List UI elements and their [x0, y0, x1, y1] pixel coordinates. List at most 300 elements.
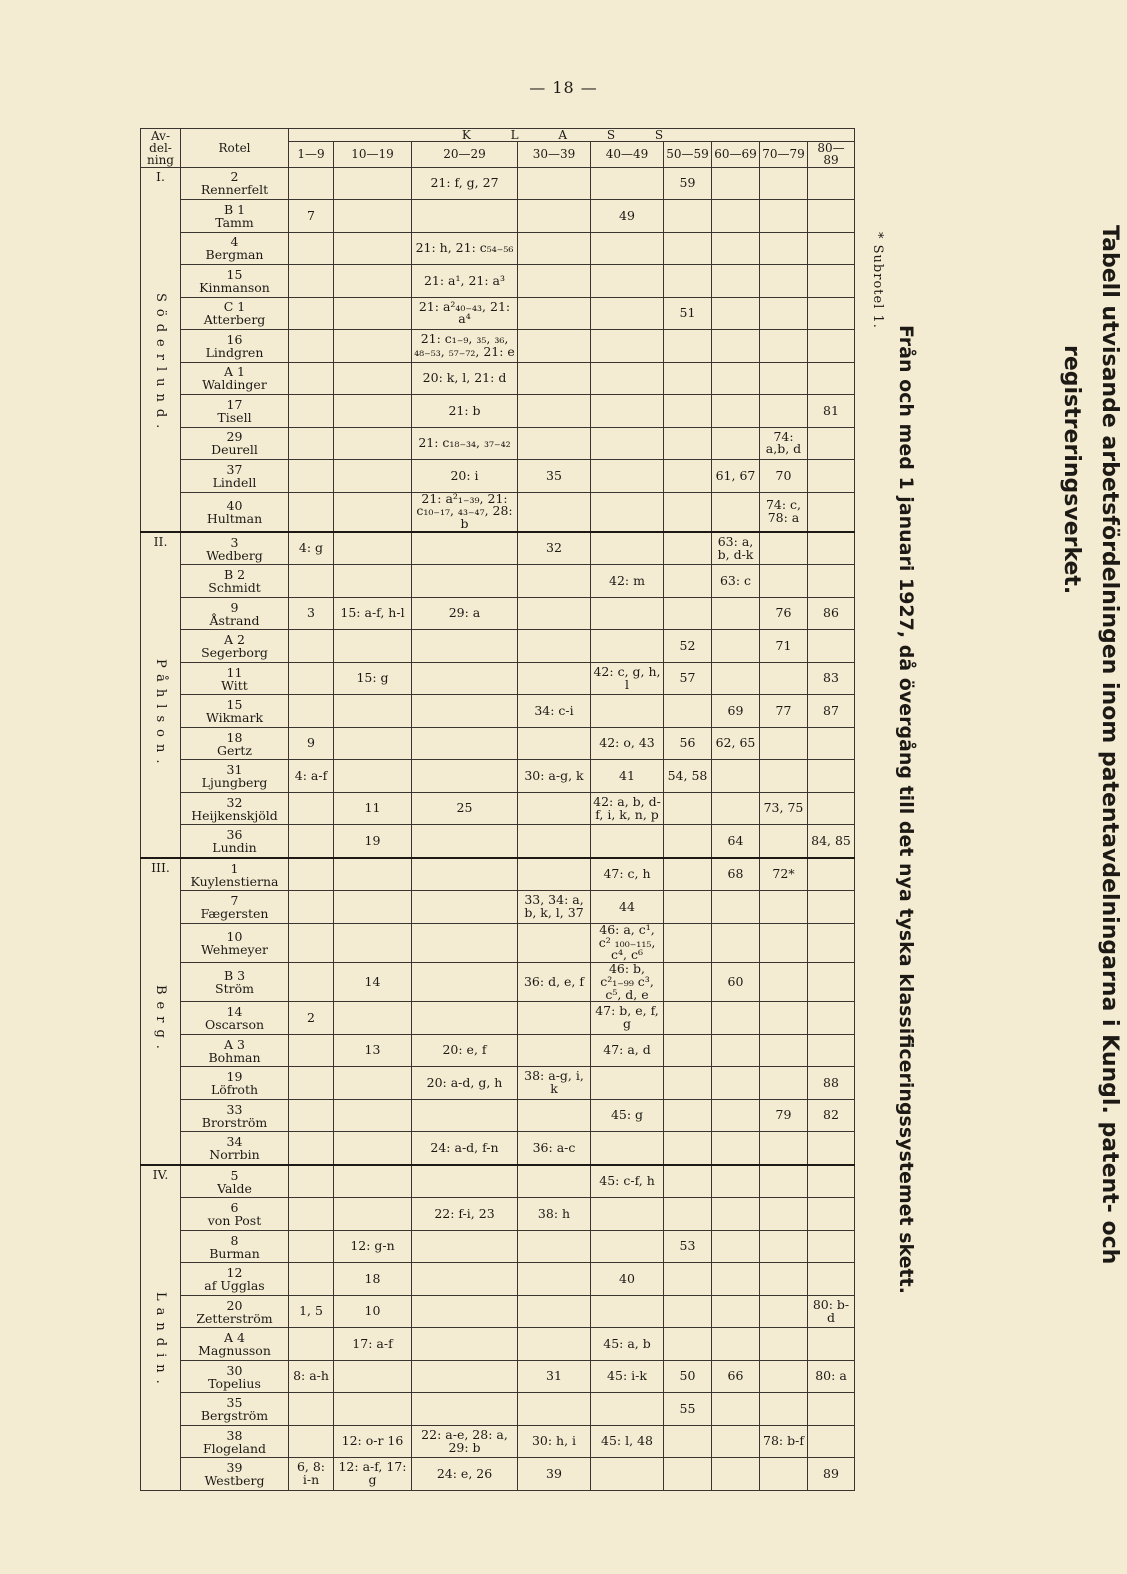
klass-cell	[664, 1263, 712, 1296]
klass-cell: 24: e, 26	[412, 1458, 518, 1491]
klass-cell	[591, 232, 664, 265]
klass-cell: 24: a-d, f-n	[412, 1132, 518, 1165]
table-row	[141, 330, 855, 363]
klass-cell	[664, 200, 712, 233]
rotel-name: Lundin	[212, 840, 257, 856]
klass-cell	[518, 1002, 591, 1035]
rotel-number: 29	[226, 429, 243, 445]
klass-cell: 46: b, c²₁₋₉₉ c³, c⁵, d, e	[591, 963, 664, 1002]
klass-cell	[664, 1425, 712, 1458]
table-row	[141, 1132, 855, 1165]
klass-cell	[664, 565, 712, 598]
klass-cell	[664, 1002, 712, 1035]
klass-cell	[289, 662, 334, 695]
klass-cell: 80: b-d	[808, 1295, 855, 1328]
klass-cell: 20: e, f	[412, 1034, 518, 1067]
klass-cell	[712, 792, 760, 825]
klass-cell: 63: c	[712, 565, 760, 598]
page-number: — 18 —	[529, 78, 598, 97]
klass-cell: 87	[808, 695, 855, 728]
klass-cell	[664, 532, 712, 565]
klass-cell	[412, 662, 518, 695]
klass-cell	[712, 395, 760, 428]
klass-cell	[808, 167, 855, 200]
rotel-cell	[181, 565, 289, 598]
table-subtitle: Från och med 1 januari 1927, då övergång till det nya tyska klassificeringssystemet skett.	[895, 325, 917, 1294]
klass-cell	[808, 1165, 855, 1198]
klass-cell	[289, 1198, 334, 1231]
rotel-number: B 3	[223, 968, 246, 984]
rotel-cell	[181, 630, 289, 663]
header-range-cell: 80—89	[808, 142, 855, 167]
klass-cell	[591, 1198, 664, 1231]
rotel-cell	[181, 963, 289, 1002]
klass-cell	[289, 330, 334, 363]
klass-cell	[289, 492, 334, 532]
table-row	[141, 727, 855, 760]
header-range-cell: 70—79	[760, 142, 808, 167]
rotel-name: Rennerfelt	[200, 182, 269, 198]
rotel-name: Åstrand	[209, 612, 260, 628]
rotel-name: Kinmanson	[199, 279, 270, 295]
table-title-line1: Tabell utvisande arbetsfördelningen inom patentavdelningarna i Kungl. patent- och	[1097, 225, 1122, 1265]
klass-cell: 19	[334, 825, 412, 858]
klass-cell: 4: g	[289, 532, 334, 565]
klass-cell: 39	[518, 1458, 591, 1491]
klass-cell: 51	[664, 297, 712, 330]
klass-cell	[760, 923, 808, 962]
klass-cell	[412, 1002, 518, 1035]
klass-cell	[664, 330, 712, 363]
klass-cell	[591, 427, 664, 460]
klass-cell	[664, 1034, 712, 1067]
klass-cell: 25	[412, 792, 518, 825]
klass-cell: 30: a-g, k	[518, 760, 591, 793]
klass-cell: 20: i	[412, 460, 518, 493]
klass-cell	[712, 1034, 760, 1067]
table-row	[141, 460, 855, 493]
klass-cell	[760, 362, 808, 395]
klass-cell	[334, 1132, 412, 1165]
klass-cell	[518, 395, 591, 428]
rotel-number: 17	[226, 396, 243, 412]
rotel-name: Ljungberg	[201, 775, 268, 791]
klass-cell	[664, 1198, 712, 1231]
klass-cell	[518, 565, 591, 598]
klass-cell	[289, 362, 334, 395]
klass-cell	[591, 1067, 664, 1100]
table-row	[141, 1295, 855, 1328]
klass-cell	[289, 858, 334, 891]
klass-cell	[518, 1328, 591, 1361]
klass-cell	[808, 265, 855, 298]
rotel-cell	[181, 427, 289, 460]
klass-cell	[760, 891, 808, 924]
klass-cell	[664, 1099, 712, 1132]
klass-cell	[518, 362, 591, 395]
klass-cell: 84, 85	[808, 825, 855, 858]
table-row	[141, 1034, 855, 1067]
rotel-name: Zetterström	[196, 1310, 273, 1326]
klass-cell	[760, 565, 808, 598]
table-row	[141, 395, 855, 428]
klass-cell: 73, 75	[760, 792, 808, 825]
klass-cell	[808, 565, 855, 598]
table-row	[141, 297, 855, 330]
rotel-name: af Ugglas	[204, 1278, 265, 1294]
rotel-name: Witt	[221, 677, 248, 693]
klass-cell	[591, 1230, 664, 1263]
klass-cell	[808, 1230, 855, 1263]
klass-cell	[334, 492, 412, 532]
klass-cell	[712, 427, 760, 460]
rotel-number: 36	[226, 827, 243, 843]
klass-cell	[712, 1165, 760, 1198]
klass-cell	[289, 427, 334, 460]
table-row	[141, 1067, 855, 1100]
klass-cell: 21: b	[412, 395, 518, 428]
klass-cell: 77	[760, 695, 808, 728]
klass-cell	[412, 200, 518, 233]
division-numeral: II.	[153, 533, 168, 549]
klass-cell	[760, 1165, 808, 1198]
klass-cell: 10	[334, 1295, 412, 1328]
klass-cell: 70	[760, 460, 808, 493]
klass-cell: 76	[760, 597, 808, 630]
klass-cell: 42: c, g, h, l	[591, 662, 664, 695]
table-title	[1052, 225, 1127, 1445]
klass-cell	[591, 630, 664, 663]
klass-cell	[712, 362, 760, 395]
klass-cell	[664, 597, 712, 630]
klass-cell: 66	[712, 1360, 760, 1393]
rotel-number: 39	[226, 1460, 243, 1476]
rotel-name: Burman	[209, 1245, 260, 1261]
rotel-number: A 3	[224, 1036, 245, 1052]
rotel-cell	[181, 232, 289, 265]
klass-cell: 82	[808, 1099, 855, 1132]
rotel-number: 31	[226, 762, 243, 778]
klass-cell	[664, 460, 712, 493]
klass-cell: 9	[289, 727, 334, 760]
klass-cell	[664, 858, 712, 891]
klass-cell: 68	[712, 858, 760, 891]
klass-cell	[412, 825, 518, 858]
klass-cell: 15: a-f, h-l	[334, 597, 412, 630]
klass-cell: 80: a	[808, 1360, 855, 1393]
klass-cell	[712, 923, 760, 962]
rotel-cell	[181, 1132, 289, 1165]
rotel-number: 10	[226, 928, 243, 944]
klass-cell	[712, 1099, 760, 1132]
klass-cell: 41	[591, 760, 664, 793]
division-numeral: III.	[151, 859, 170, 875]
klass-cell: 1, 5	[289, 1295, 334, 1328]
klass-cell	[289, 395, 334, 428]
rotel-cell	[181, 662, 289, 695]
klass-cell	[760, 330, 808, 363]
klass-cell	[712, 760, 760, 793]
rotel-number: 6	[230, 1200, 239, 1216]
rotel-cell	[181, 460, 289, 493]
rotel-cell	[181, 1067, 289, 1100]
klass-cell	[334, 265, 412, 298]
klass-cell	[289, 1393, 334, 1426]
klass-cell	[760, 265, 808, 298]
klass-cell	[760, 963, 808, 1002]
rotel-cell	[181, 1198, 289, 1231]
klass-cell	[591, 167, 664, 200]
klass-cell: 4: a-f	[289, 760, 334, 793]
klass-cell: 60	[712, 963, 760, 1002]
rotel-number: 32	[226, 794, 243, 810]
klass-cell	[760, 1393, 808, 1426]
klass-cell: 56	[664, 727, 712, 760]
klass-cell	[518, 200, 591, 233]
klass-cell	[712, 1458, 760, 1491]
klass-cell	[760, 200, 808, 233]
klass-cell	[760, 167, 808, 200]
rotel-number: 8	[230, 1232, 239, 1248]
klass-cell	[808, 1263, 855, 1296]
table-row	[141, 1099, 855, 1132]
klass-cell	[712, 167, 760, 200]
klass-cell	[808, 963, 855, 1002]
header-range-cell: 20—29	[412, 142, 518, 167]
klass-cell	[712, 1132, 760, 1165]
klass-cell: 2	[289, 1002, 334, 1035]
klass-cell	[808, 1198, 855, 1231]
rotel-cell	[181, 1002, 289, 1035]
klass-cell	[591, 695, 664, 728]
klass-cell: 22: f-i, 23	[412, 1198, 518, 1231]
klass-cell	[712, 891, 760, 924]
rotel-number: 20	[226, 1297, 243, 1313]
table-row	[141, 963, 855, 1002]
klass-cell	[518, 825, 591, 858]
klass-cell	[808, 297, 855, 330]
klass-cell: 62, 65	[712, 727, 760, 760]
klass-cell: 20: k, l, 21: d	[412, 362, 518, 395]
rotel-name: Bergman	[205, 247, 264, 263]
klass-cell	[591, 362, 664, 395]
division-cell	[141, 1165, 181, 1491]
klass-cell	[712, 1002, 760, 1035]
division-numeral: I.	[156, 168, 165, 184]
klass-cell	[808, 858, 855, 891]
klass-cell	[760, 532, 808, 565]
rotel-number: 14	[226, 1004, 243, 1020]
klass-cell	[518, 1393, 591, 1426]
rotel-name: Topelius	[208, 1375, 261, 1391]
klass-cell	[591, 265, 664, 298]
klass-cell	[808, 232, 855, 265]
klass-cell	[334, 695, 412, 728]
rotel-number: 34	[226, 1134, 243, 1150]
klass-cell: 45: g	[591, 1099, 664, 1132]
table-row	[141, 532, 855, 565]
rotel-name: Segerborg	[201, 645, 268, 661]
klass-cell	[412, 891, 518, 924]
rotel-number: C 1	[223, 299, 246, 315]
rotel-number: A 4	[224, 1330, 245, 1346]
rotel-cell	[181, 1295, 289, 1328]
klass-cell: 6, 8: i-n	[289, 1458, 334, 1491]
table-body	[141, 167, 855, 1490]
klass-cell	[412, 1099, 518, 1132]
header-rotel: Rotel	[181, 129, 289, 168]
klass-cell: 47: a, d	[591, 1034, 664, 1067]
klass-cell	[808, 1328, 855, 1361]
klass-cell: 14	[334, 963, 412, 1002]
klass-cell	[518, 492, 591, 532]
klass-cell: 42: a, b, d-f, i, k, n, p	[591, 792, 664, 825]
klass-cell	[808, 923, 855, 962]
klass-cell	[808, 1393, 855, 1426]
klass-cell	[760, 395, 808, 428]
rotel-cell	[181, 1034, 289, 1067]
klass-cell	[334, 1198, 412, 1231]
rotel-name: Löfroth	[210, 1082, 259, 1098]
table-row	[141, 565, 855, 598]
klass-cell	[808, 760, 855, 793]
klass-cell	[518, 727, 591, 760]
klass-cell	[760, 727, 808, 760]
rotel-name: Waldinger	[202, 377, 267, 393]
klass-cell	[591, 532, 664, 565]
rotel-number: A 1	[224, 364, 245, 380]
klass-cell	[712, 1328, 760, 1361]
table-row	[141, 200, 855, 233]
klass-cell: 42: o, 43	[591, 727, 664, 760]
rotel-cell	[181, 297, 289, 330]
rotel-name: Valde	[217, 1180, 252, 1196]
klass-cell	[808, 727, 855, 760]
klass-cell	[664, 1458, 712, 1491]
rotel-name: Ström	[215, 981, 254, 997]
klass-cell	[334, 858, 412, 891]
klass-cell	[412, 630, 518, 663]
klass-cell	[518, 662, 591, 695]
rotel-cell	[181, 330, 289, 363]
klass-cell: 35	[518, 460, 591, 493]
rotel-name: Schmidt	[208, 580, 261, 596]
rotel-number: B 1	[223, 201, 246, 217]
klass-cell	[412, 727, 518, 760]
klass-cell	[334, 1360, 412, 1393]
rotel-cell	[181, 923, 289, 962]
table-row	[141, 1198, 855, 1231]
klass-cell	[664, 1295, 712, 1328]
klass-cell	[664, 232, 712, 265]
klass-cell	[664, 1328, 712, 1361]
klass-cell	[334, 1067, 412, 1100]
klass-cell: 55	[664, 1393, 712, 1426]
klass-cell	[412, 1230, 518, 1263]
klass-cell	[712, 1198, 760, 1231]
rotel-cell	[181, 792, 289, 825]
klass-cell	[518, 858, 591, 891]
klass-cell	[591, 1295, 664, 1328]
rotel-name: Magnusson	[198, 1343, 271, 1359]
klass-cell	[591, 597, 664, 630]
table-row	[141, 891, 855, 924]
table-row	[141, 1458, 855, 1491]
rotel-number: 38	[226, 1427, 243, 1443]
klass-cell: 7	[289, 200, 334, 233]
klass-cell	[334, 395, 412, 428]
klass-cell	[289, 265, 334, 298]
rotel-cell	[181, 1263, 289, 1296]
header-klass: K L A S S	[289, 129, 855, 142]
rotel-name: Gertz	[217, 742, 252, 758]
klass-cell	[289, 232, 334, 265]
klass-cell	[412, 760, 518, 793]
klass-cell	[591, 297, 664, 330]
table-row	[141, 760, 855, 793]
klass-cell	[808, 1132, 855, 1165]
table-row	[141, 427, 855, 460]
klass-cell	[518, 427, 591, 460]
klass-cell: 8: a-h	[289, 1360, 334, 1393]
klass-cell	[712, 265, 760, 298]
klass-cell: 12: a-f, 17: g	[334, 1458, 412, 1491]
klass-cell: 78: b-f	[760, 1425, 808, 1458]
klass-cell	[664, 1132, 712, 1165]
klass-cell: 52	[664, 630, 712, 663]
klass-cell	[412, 1328, 518, 1361]
klass-cell: 20: a-d, g, h	[412, 1067, 518, 1100]
klass-cell: 54, 58	[664, 760, 712, 793]
klass-cell: 21: a²₁₋₃₉, 21: c₁₀₋₁₇, ₄₃₋₄₇, 28: b	[412, 492, 518, 532]
klass-cell	[760, 1132, 808, 1165]
klass-cell	[712, 1295, 760, 1328]
klass-cell: 46: a, c¹, c² ₁₀₀₋₁₁₅, c⁴, c⁶	[591, 923, 664, 962]
klass-cell	[591, 330, 664, 363]
klass-cell: 31	[518, 1360, 591, 1393]
rotel-number: 7	[230, 893, 239, 909]
table-row	[141, 1425, 855, 1458]
klass-cell	[289, 1067, 334, 1100]
rotel-number: 18	[226, 729, 243, 745]
klass-cell: 50	[664, 1360, 712, 1393]
klass-cell	[412, 923, 518, 962]
klass-cell: 83	[808, 662, 855, 695]
klass-cell: 12: o-r 16	[334, 1425, 412, 1458]
table-row	[141, 1263, 855, 1296]
klass-cell	[808, 330, 855, 363]
klass-cell	[289, 460, 334, 493]
rotel-cell	[181, 597, 289, 630]
klass-cell	[289, 1034, 334, 1067]
rotel-number: 15	[226, 697, 243, 713]
klass-cell	[760, 1034, 808, 1067]
rotel-number: 15	[226, 266, 243, 282]
division-name: Landin.	[153, 1291, 169, 1391]
rotel-number: 16	[226, 331, 243, 347]
klass-cell	[412, 565, 518, 598]
klass-cell	[412, 858, 518, 891]
klass-cell	[518, 330, 591, 363]
klass-cell	[664, 923, 712, 962]
rotel-cell	[181, 200, 289, 233]
klass-cell: 45: c-f, h	[591, 1165, 664, 1198]
klass-cell	[518, 265, 591, 298]
klass-cell	[289, 963, 334, 1002]
klass-cell: 36: a-c	[518, 1132, 591, 1165]
klass-cell: 74: a,b, d	[760, 427, 808, 460]
klass-cell	[518, 167, 591, 200]
